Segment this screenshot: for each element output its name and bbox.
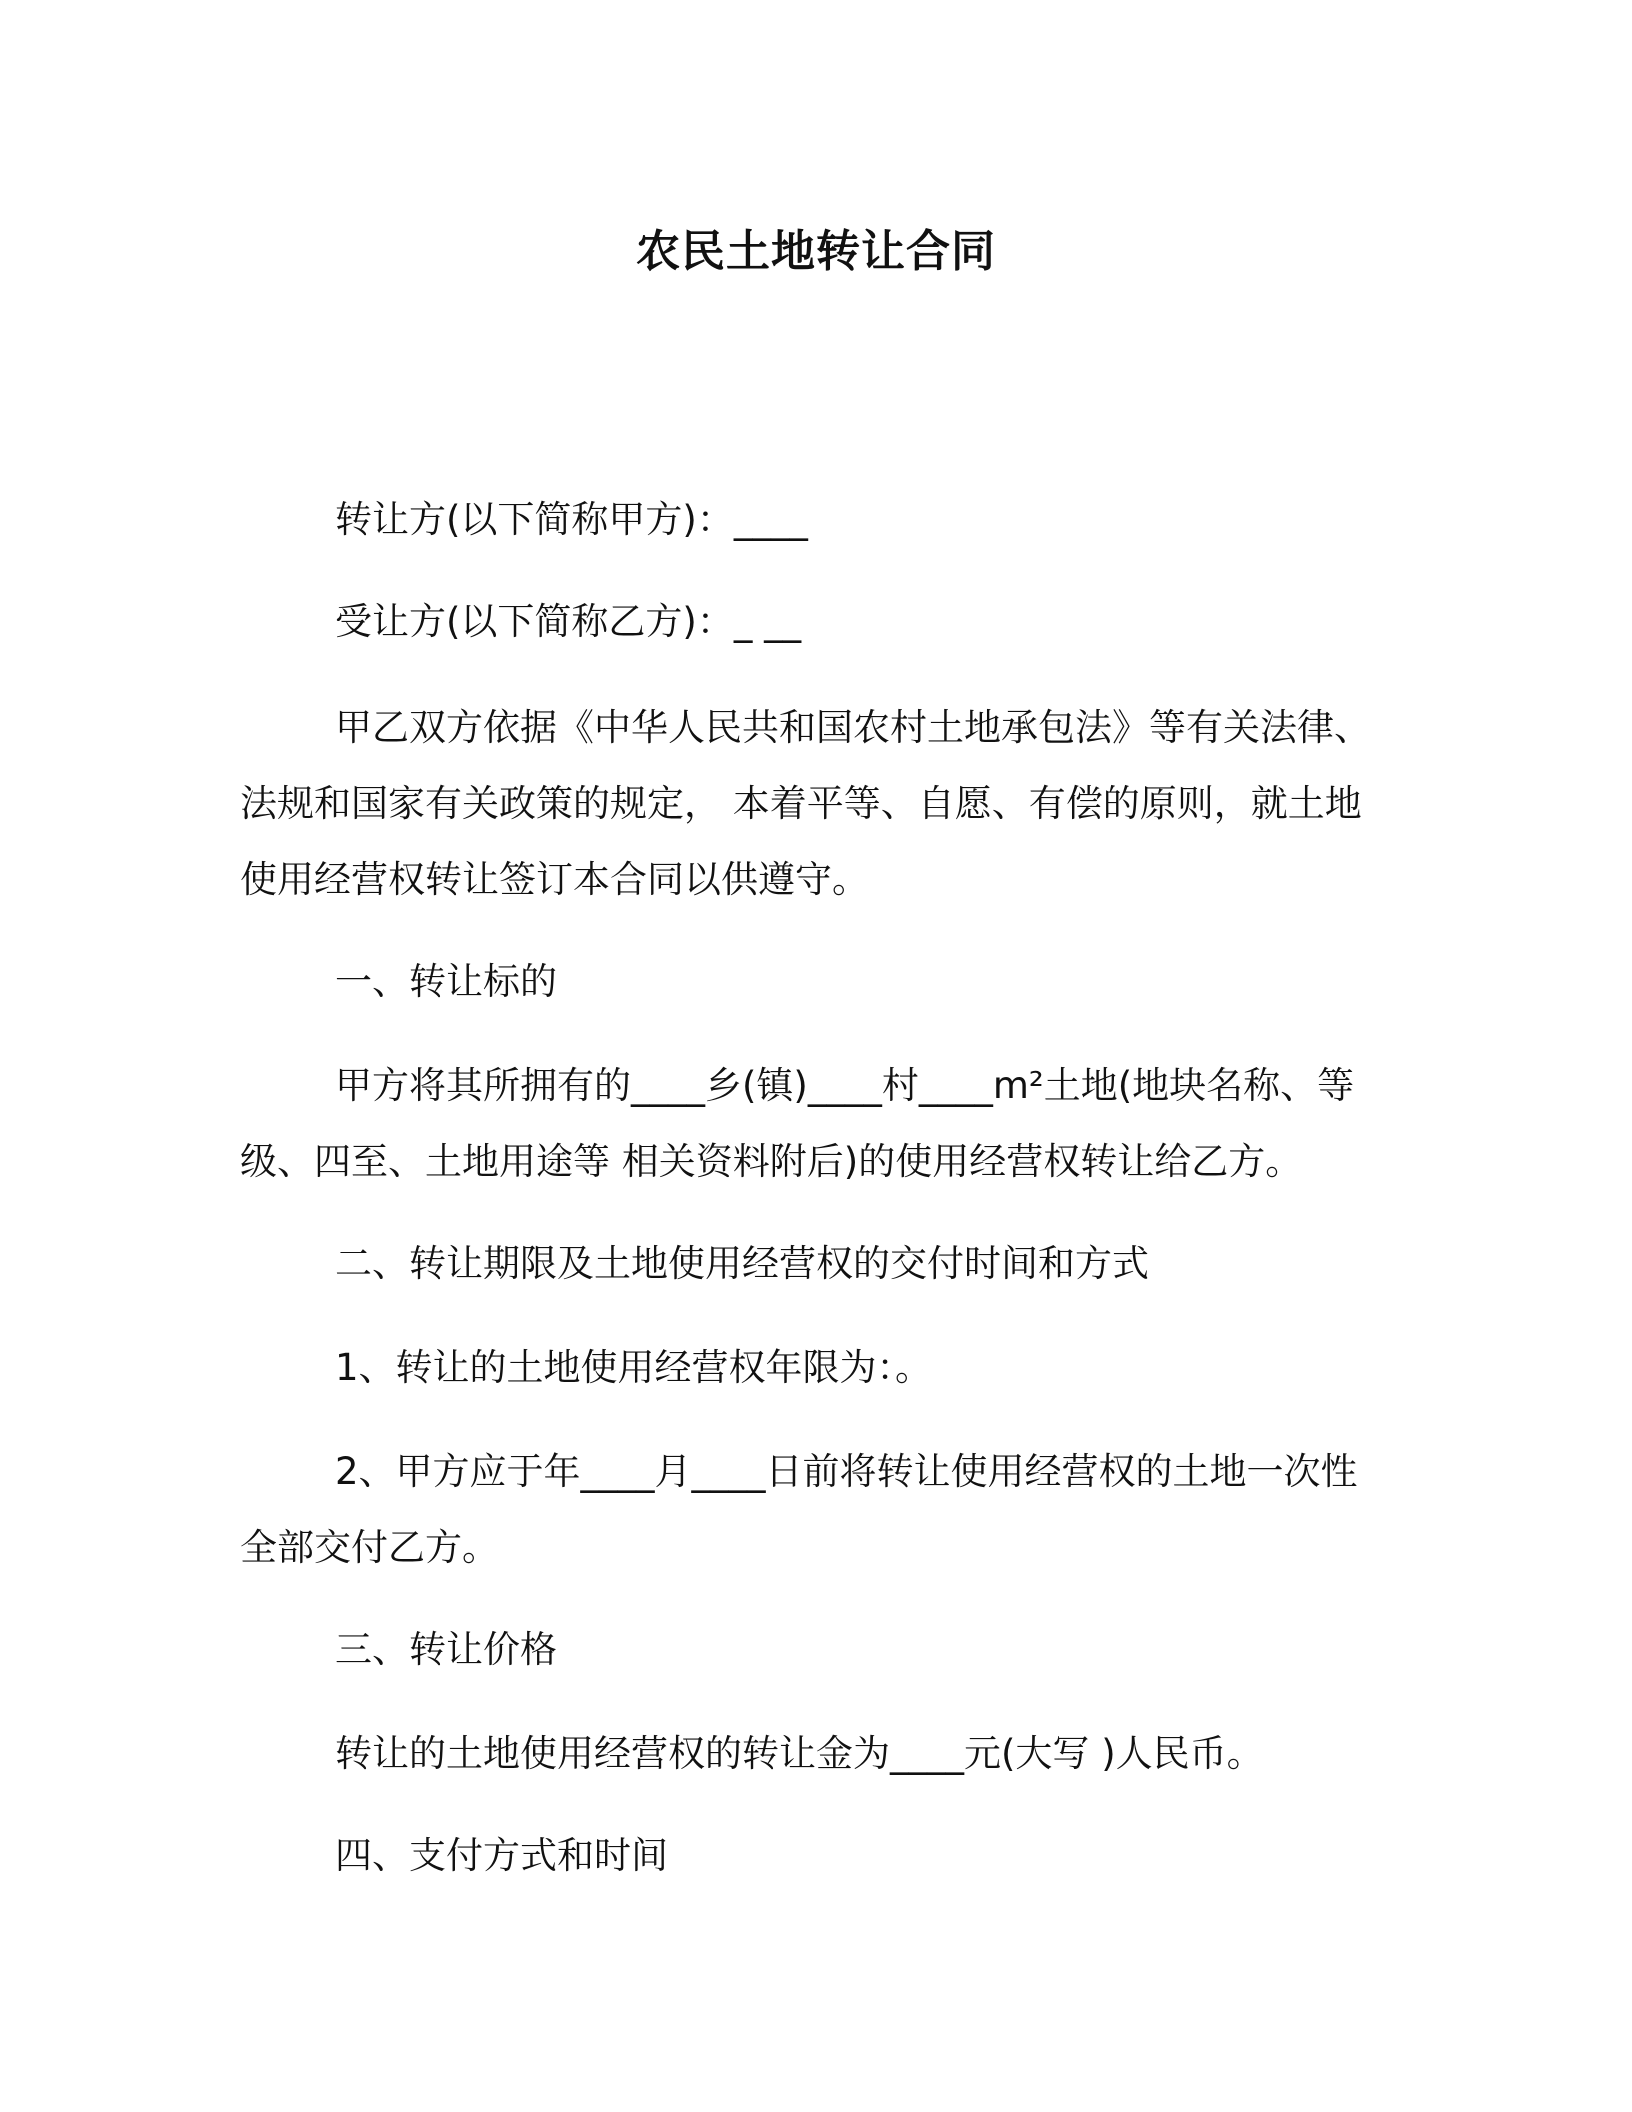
section-1-line-1: 甲方将其所拥有的____乡(镇)____村____m²土地(地块名称、等 bbox=[335, 1064, 1355, 1107]
document-title: 农民土地转让合同 bbox=[636, 226, 996, 277]
section-heading-4: 四、支付方式和时间 bbox=[335, 1834, 668, 1877]
section-1-line-2: 级、四至、土地用途等 相关资料附后)的使用经营权转让给乙方。 bbox=[240, 1140, 1303, 1183]
clause-2-2-line-2: 全部交付乙方。 bbox=[240, 1526, 499, 1569]
transferee-line: 受让方(以下简称乙方)：_ __ bbox=[335, 600, 802, 643]
clause-2-2-line-1: 2、甲方应于年____月____日前将转让使用经营权的土地一次性 bbox=[335, 1450, 1358, 1493]
preamble-line-1: 甲乙双方依据《中华人民共和国农村土地承包法》等有关法律、 bbox=[335, 706, 1371, 749]
section-3-line-1: 转让的土地使用经营权的转让金为____元(大写 )人民币。 bbox=[335, 1732, 1264, 1775]
transferor-line: 转让方(以下简称甲方)：____ bbox=[335, 498, 808, 541]
section-heading-2: 二、转让期限及土地使用经营权的交付时间和方式 bbox=[335, 1242, 1149, 1285]
clause-2-1: 1、转让的土地使用经营权年限为：。 bbox=[335, 1346, 933, 1389]
preamble-line-2: 法规和国家有关政策的规定， 本着平等、自愿、有偿的原则，就土地 bbox=[240, 782, 1362, 825]
section-heading-1: 一、转让标的 bbox=[335, 960, 557, 1003]
preamble-line-3: 使用经营权转让签订本合同以供遵守。 bbox=[240, 858, 869, 901]
section-heading-3: 三、转让价格 bbox=[335, 1628, 557, 1671]
